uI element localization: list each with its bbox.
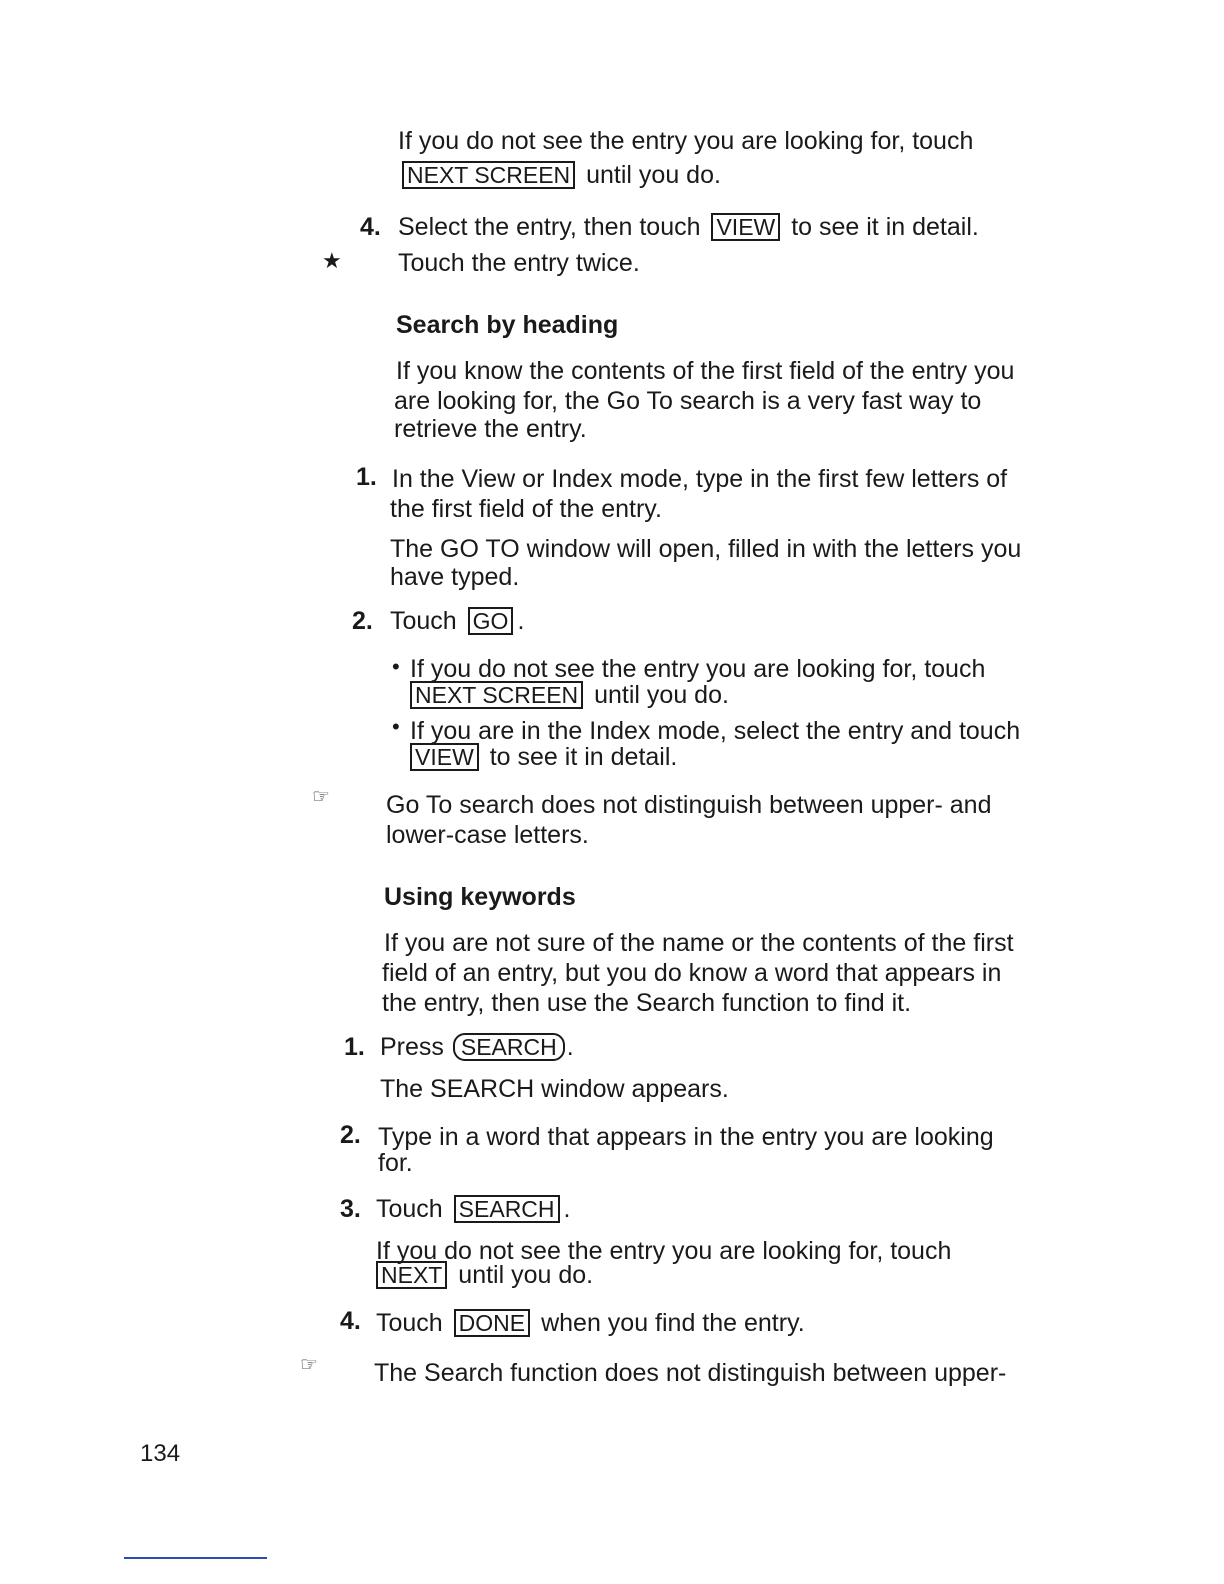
- note-text: Go To search does not distinguish between upper- and: [386, 791, 992, 819]
- step-text: In the View or Index mode, type in the first few letters of: [392, 465, 1008, 493]
- bullet-icon: •: [392, 654, 400, 679]
- step-note: The GO TO window will open, filled in with the letters you: [390, 535, 1022, 563]
- text: If you do not see the entry you are looking for, touch: [398, 127, 974, 155]
- step-text: [390, 606, 524, 636]
- paragraph-line: retrieve the entry.: [394, 415, 587, 443]
- text: until you do.: [458, 1261, 594, 1289]
- paragraph-line: are looking for, the Go To search is a very fast way to: [394, 387, 982, 415]
- step-number: 4.: [360, 213, 381, 241]
- go-key[interactable]: GO: [468, 607, 514, 635]
- page-number: 134: [140, 1440, 181, 1467]
- bullet-icon: •: [392, 714, 400, 739]
- step-note: If you do not see the entry you are looking for, touch: [376, 1237, 952, 1265]
- step-number: 4.: [340, 1307, 361, 1335]
- text: Select the entry, then touch: [398, 213, 701, 241]
- done-key[interactable]: DONE: [454, 1309, 530, 1337]
- step-number: 3.: [340, 1195, 361, 1223]
- note-text: The Search function does not distinguish between upper-: [374, 1359, 1007, 1387]
- star-icon: ★: [322, 248, 342, 273]
- next-screen-key[interactable]: NEXT SCREEN: [402, 161, 575, 189]
- next-screen-key[interactable]: NEXT SCREEN: [410, 681, 583, 709]
- text: .: [566, 1033, 574, 1061]
- step-text: [380, 1032, 574, 1062]
- bullet-text: [406, 742, 677, 772]
- step-number: 2.: [352, 607, 373, 635]
- text: until you do.: [586, 161, 721, 189]
- text: Touch: [376, 1195, 443, 1223]
- text: to see it in detail.: [489, 743, 678, 771]
- paragraph-line: [398, 126, 973, 156]
- tip-text: Touch the entry twice.: [398, 249, 640, 277]
- note-text: lower-case letters.: [386, 821, 589, 849]
- paragraph-line: If you are not sure of the name or the contents of the first: [384, 929, 1014, 957]
- text: .: [563, 1195, 571, 1223]
- paragraph-line: [398, 160, 721, 190]
- search-hardware-key[interactable]: SEARCH: [453, 1033, 565, 1061]
- view-key[interactable]: VIEW: [711, 213, 780, 241]
- step-text: [376, 1194, 570, 1224]
- text: when you find the entry.: [541, 1309, 805, 1337]
- text: .: [517, 607, 525, 635]
- section-heading: Using keywords: [384, 883, 576, 911]
- pointing-hand-icon: ☞: [312, 786, 330, 808]
- section-heading: Search by heading: [396, 311, 619, 339]
- text: Touch: [390, 607, 457, 635]
- bullet-text: If you do not see the entry you are looking for, touch: [410, 655, 986, 683]
- paragraph-line: the entry, then use the Search function to find it.: [382, 989, 912, 1017]
- bullet-text: [406, 680, 729, 710]
- search-key[interactable]: SEARCH: [454, 1195, 560, 1223]
- bullet-text: If you are in the Index mode, select the entry and touch: [410, 717, 1021, 745]
- view-key[interactable]: VIEW: [410, 743, 479, 771]
- step-number: 1.: [356, 463, 377, 491]
- step-note: [372, 1260, 593, 1290]
- step-text: Type in a word that appears in the entry you are looking: [378, 1123, 994, 1151]
- next-key[interactable]: NEXT: [376, 1261, 447, 1289]
- footer-rule: [124, 1557, 267, 1559]
- step-text: the first field of the entry.: [390, 495, 662, 523]
- paragraph-line: If you know the contents of the first field of the entry you: [396, 357, 1015, 385]
- step-number: 1.: [344, 1033, 365, 1061]
- text: Press: [380, 1033, 444, 1061]
- step-note: The SEARCH window appears.: [380, 1075, 729, 1103]
- paragraph-line: field of an entry, but you do know a word that appears in: [382, 959, 1002, 987]
- text: to see it in detail.: [791, 213, 979, 241]
- step-text: [376, 1308, 805, 1338]
- text: Touch: [376, 1309, 443, 1337]
- step-number: 2.: [340, 1121, 361, 1149]
- text: until you do.: [594, 681, 729, 709]
- pointing-hand-icon: ☞: [300, 1354, 318, 1376]
- step-note: have typed.: [390, 563, 520, 591]
- step-text: [398, 212, 979, 242]
- step-text: for.: [378, 1149, 413, 1177]
